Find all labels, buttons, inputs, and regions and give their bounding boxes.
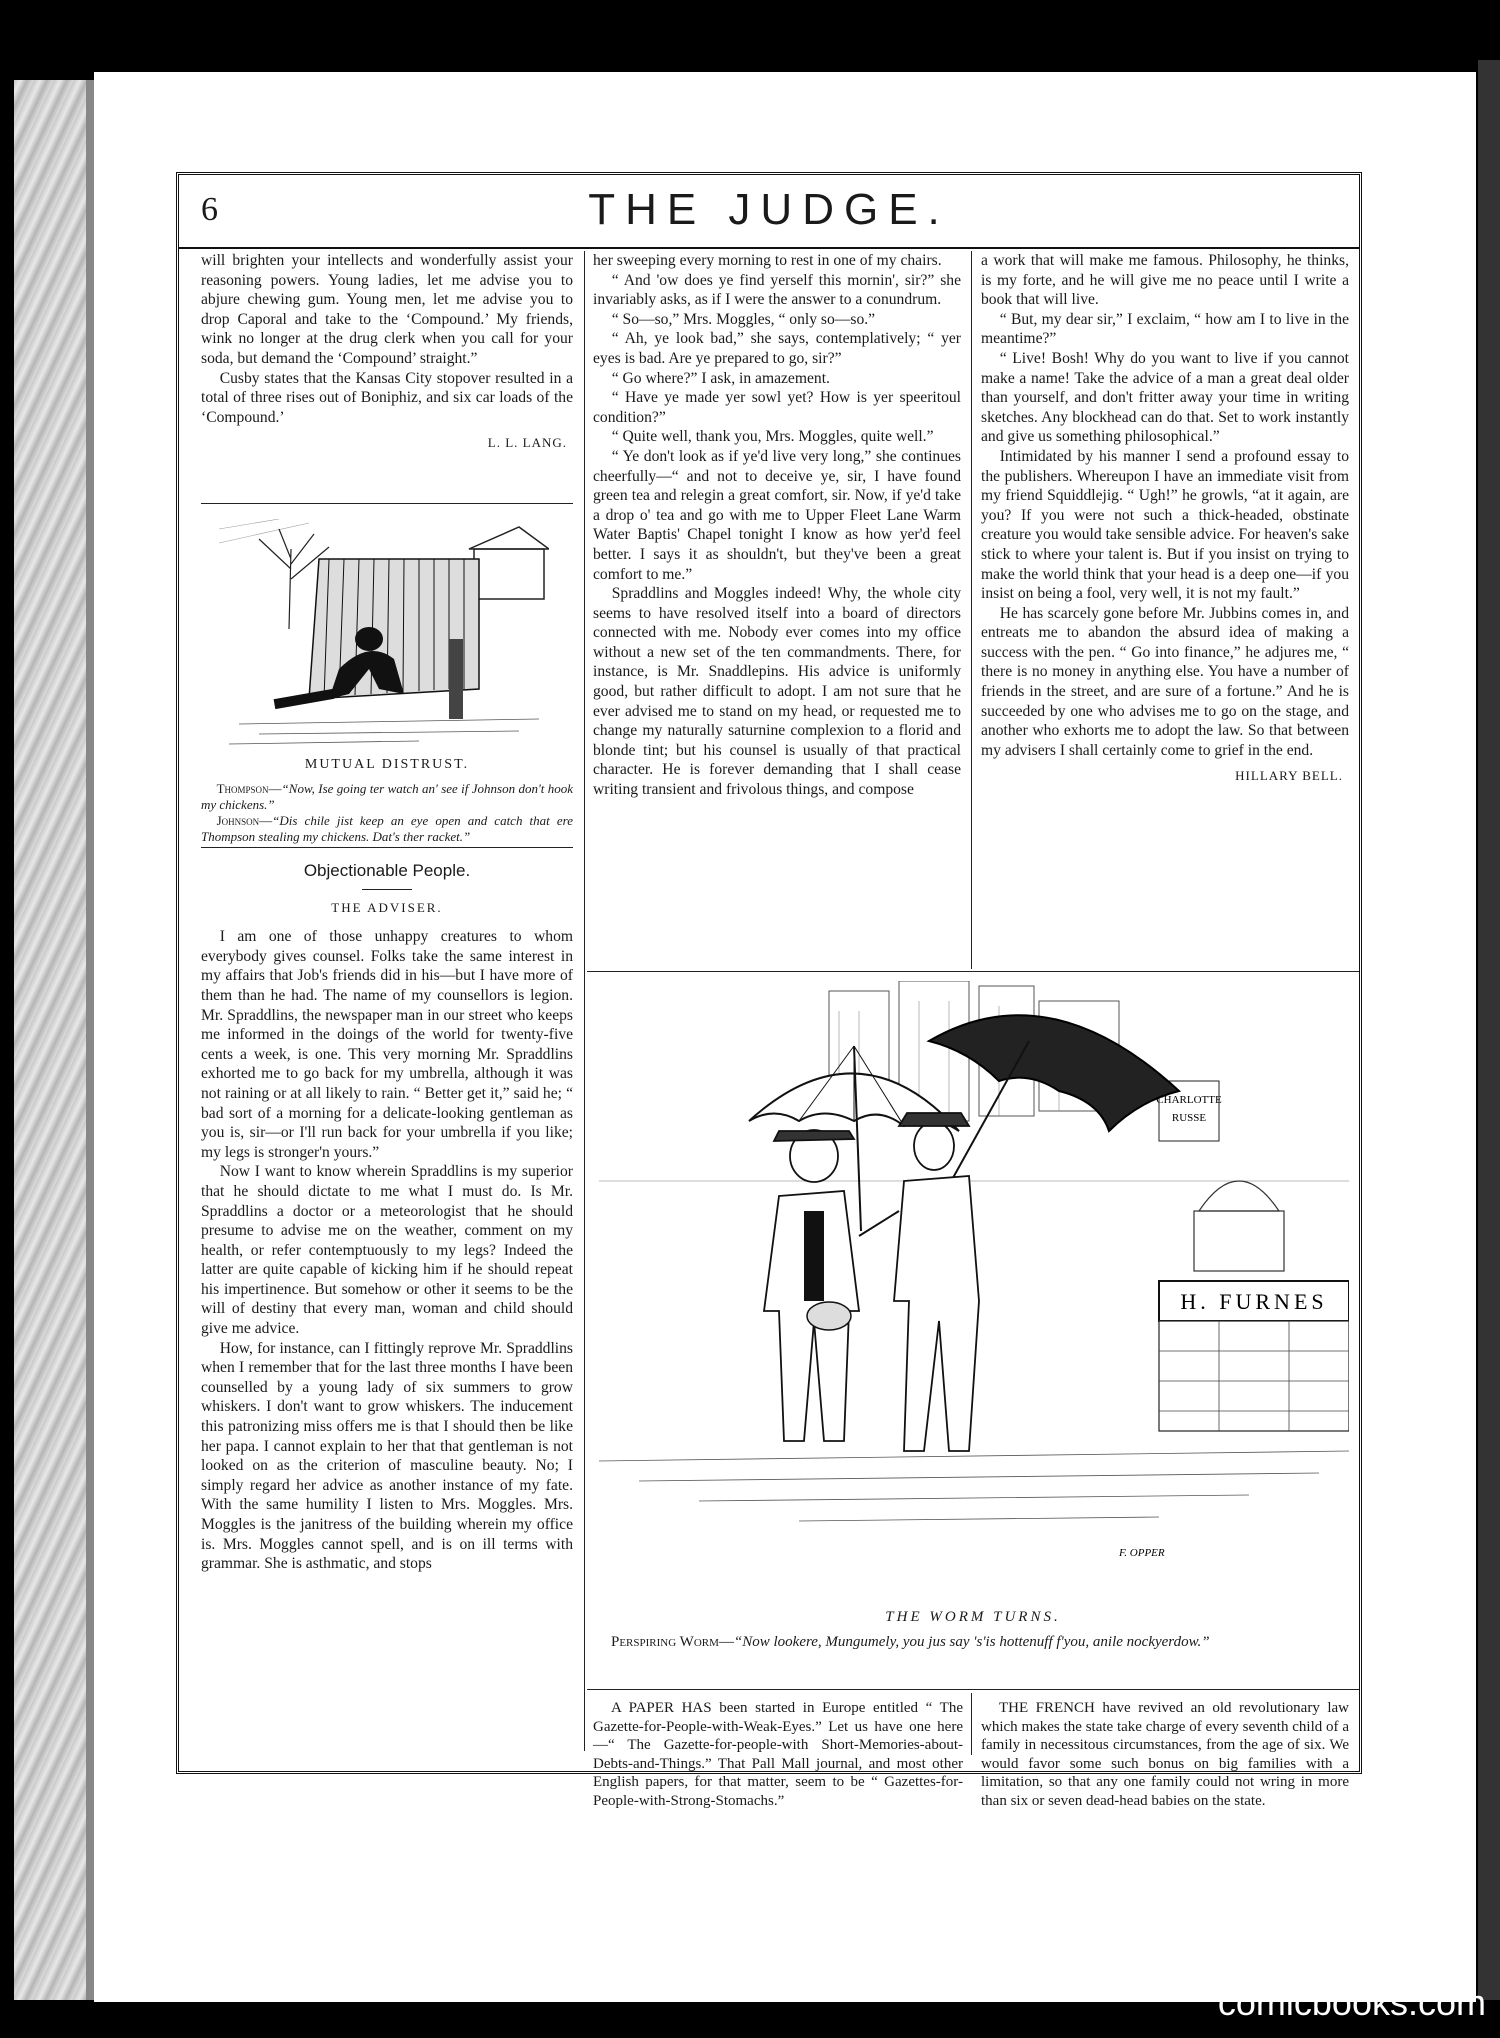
dialogue-thompson: Thompson—“Now, Ise going ter watch an' see if Johnson don't hook my chickens.”: [201, 781, 573, 812]
sign-charlotte: CHARLOTTE: [1156, 1094, 1222, 1106]
bottom-right-item: [981, 1699, 1349, 1811]
page-number: 6: [201, 191, 218, 228]
speaker-thompson: Thompson: [216, 781, 269, 796]
thompson-line: “Now, Ise going ter watch an' see if Johnson don't hook my chickens.”: [201, 781, 573, 812]
paragraph: her sweeping every morning to rest in one of my chairs.: [593, 252, 942, 269]
article-objectionable-people: [201, 859, 573, 1574]
column-3: [981, 251, 1349, 786]
paragraph: Intimidated by his manner I send a profound essay to the publishers. Whereupon I have an immediate visit from my friend Squiddlejig. “ Ugh!” he growls, “at it again, are you? If you were not such a thick-headed, obstinate creature you would take sensible advice. For heaven's sake stick to where your talent is. But if you insist on trying to make the world think that your head is a deep one—if you insist on being a fool, very well, it is not my fault.”: [981, 447, 1349, 603]
article-subtitle: THE ADVISER.: [331, 899, 443, 915]
rule: [201, 503, 573, 504]
sign-russe: RUSSE: [1171, 1112, 1207, 1124]
paragraph: a work that will make me famous. Philosophy, he thinks, is my forte, and he will give me no peace until I write a book that will live.: [981, 252, 1349, 309]
signature: L. L. LANG.: [487, 435, 567, 451]
paragraph: “ Ah, ye look bad,” she says, contemplatively; “ yer eyes is bad. Are ye prepared to go, sir?”: [593, 330, 961, 367]
paragraph: Spraddlins and Moggles indeed! Why, the whole city seems to have resolved itself into a board of directors connected with me. Nobody ever comes into my office without a new set of the ten commandments. There, for instance, is Mr. Snaddlepins. His advice is uniformly good, but rather difficult to adopt. I am not sure that he ever advised me to stand on my head, or requested me to change my naturally saturnine complexion to a florid and blonde tint; but his counsel is usually of that practical character. He is forever demanding that I shall cease writing transient and frivolous things, and compose: [593, 585, 961, 799]
johnson-line: “Dis chile jist keep an eye open and catch that ere Thompson stealing my chickens. Dat's ther racket.”: [201, 813, 573, 844]
column-2: [593, 251, 961, 800]
watermark: comicbooks.com: [1217, 1982, 1486, 2023]
page-header: [179, 175, 1359, 249]
bottom-left-item: [593, 1699, 963, 1811]
paragraph: “ Ye don't look as if ye'd live very long,” she continues cheerfully—“ and not to deceive ye, sir, I have found green tea and relegin a great comfort, sir. Now, if ye'd take a drop o' tea and go with me to Upper Fleet Lane Warm Water Baptis' Chapel tonight I know as how yer'd feel better. I says it as shouldn't, but they've been a great comfort to me.”: [593, 447, 961, 583]
cartoon-mutual-distrust: [219, 519, 549, 749]
paragraph: Now I want to know wherein Spraddlins is my superior that he should dictate to me what I must do. Is Mr. Spraddlins a doctor or a meteorologist that he should presume to advise me on the weather, comment on my health, or refer contemptuously to my legs? Indeed the latter are quite capable of kicking him if he should repeat his impertinence. But somehow or other it seems to be the will of destiny that every man, woman and child should give me advice.: [201, 1163, 573, 1338]
cartoon-illustration: [219, 519, 549, 749]
paragraph: “ And 'ow does ye find yerself this mornin', sir?” she invariably asks, as if I were the answer to a conundrum.: [593, 271, 961, 309]
paragraph: [593, 1699, 963, 1811]
cartoon1-dialogue: [201, 781, 573, 845]
worm-speech: “Now lookere, Mungumely, you jus say 's'is hottenuff f'you, anile nockyerdow.”: [733, 1634, 1210, 1650]
lead-words: THE FRENCH: [999, 1700, 1095, 1716]
column-rule-3: [971, 1693, 972, 1755]
paragraph: “ Live! Bosh! Why do you want to live if you cannot make a name! Take the advice of a man a great deal older than yourself, and don't fritter away your time in writing sketches. Any blockhead can do that. Set to work instantly and give us something philosophical.”: [981, 349, 1349, 446]
cartoon1-caption: MUTUAL DISTRUST.: [304, 757, 470, 772]
article-title: Objectionable People.: [303, 861, 471, 880]
right-edge-shadow: [1478, 60, 1500, 2000]
paragraph: “ Have ye made yer sowl yet? How is yer speeritoul condition?”: [593, 389, 961, 426]
cartoon-worm-turns: [599, 981, 1349, 1601]
speaker-johnson: Johnson: [216, 813, 260, 828]
paragraph: I am one of those unhappy creatures to whom everybody gives counsel. Folks take the same interest in my affairs that Job's friends did in his—but I have more of them than he had. The name of my counsellors is legion. Mr. Spraddlins, the newspaper man in our street who keeps me informed in the doings of the world for twenty-five cents a week, is one. This very morning Mr. Spraddlins exhorted me to go back for my umbrella, although it was not raining or at all likely to rain. “ Better get it,” said he; “ bad sort of a morning for a delicate-looking gentleman as you is, sir—or I'll run back for your umbrella if you like; my legs is stronger'n yours.”: [201, 928, 573, 1161]
sign-furnes: H. FURNES: [1180, 1289, 1328, 1314]
speech-line: Perspiring Worm—“Now lookere, Mungumely, you jus say 's'is hottenuff f'you, anile nockyerdow.”: [611, 1634, 1210, 1650]
paragraph: “ Quite well, thank you, Mrs. Moggles, quite well.”: [611, 428, 934, 446]
paragraph: “ Go where?” I ask, in amazement.: [611, 369, 830, 387]
paragraph: will brighten your intellects and wonderfully assist your reasoning powers. Young ladies, let me advise you to abjure chewing gum. Young men, let me advise you to drop Caporal and take to the ‘Compound.’ My friends, wink no longer at the drug clerk when you call for your soda, but demand the ‘Compound’ straight.”: [201, 252, 573, 367]
title-rule: [362, 889, 412, 890]
item-text: have revived an old revolutionary law which makes the state take charge of every seventh child of a family in necessitous circumstances, from the age of six. We would favor some such bonus on big families with a limitation, so that any one family could not wring in more than six or seven dead-head babies on the state.: [981, 1700, 1350, 1809]
book-binding: [14, 80, 94, 2000]
page-frame: [176, 172, 1362, 1809]
rule: [201, 847, 573, 848]
paragraph: Cusby states that the Kansas City stopover resulted in a total of three rises out of Boniphiz, and six car loads of the ‘Compound.’: [201, 369, 573, 426]
masthead: THE JUDGE.: [588, 185, 950, 234]
paragraph: He has scarcely gone before Mr. Jubbins comes in, and entreats me to abandon the absurd idea of making a success with the pen. “ Go into finance,” he adjures me, “ there is no money in anything else. You have a number of friends in the street, and are sure of a fortune.” And he is succeeded by one who advises me to go on the stage, and another who exhorts me to adopt the law. So that between my advisers I shall certainly come to grief in the end.: [981, 604, 1349, 759]
cartoon2-caption: THE WORM TURNS.: [885, 1609, 1061, 1625]
paragraph: “ But, my dear sir,” I exclaim, “ how am I to live in the meantime?”: [981, 310, 1349, 348]
lead-words: A PAPER HAS: [611, 1700, 712, 1716]
artist-signature: F. OPPER: [1119, 1547, 1165, 1559]
dialogue-johnson: Johnson—“Dis chile jist keep an eye open and catch that ere Thompson stealing my chickens. Dat's ther racket.”: [201, 813, 573, 844]
item-text: been started in Europe entitled “ The Gazette-for-People-with-Weak-Eyes.” Let us have one here—“ The Gazette-for-people-with Short-Memories-about-Debts-and-Things.” That Pall Mall journal, and most other English papers, for that matter, seem to be “ Gazettes-for-People-with-Strong-Stomachs.”: [593, 1700, 963, 1809]
column-rule-1: [584, 251, 585, 1751]
speaker-worm: Perspiring Worm: [611, 1634, 719, 1650]
cartoon2-dialogue: [593, 1633, 1353, 1651]
paragraph: “ So—so,” Mrs. Moggles, “ only so—so.”: [611, 310, 876, 328]
column-1-top: [201, 251, 573, 453]
paragraph: How, for instance, can I fittingly reprove Mr. Spraddlins when I remember that for the last three months I have been counselled by a young lady of six summers to grow whiskers. I don't want to grow whiskers. The inducement this patronizing miss offers me is that I should then be like her papa. I cannot explain to her that that gentleman is not looked on as the criterion of masculine beauty. No; I simply regard her advice as another instance of my fate. With the same humility I listen to Mrs. Moggles. Mrs. Moggles is the janitress of the building wherein my office is. Mrs. Moggles cannot spell, and is on ill terms with grammar. She is asthmatic, and stops: [201, 1339, 573, 1573]
signature: HILLARY BELL.: [1235, 768, 1343, 784]
rule-above-cartoon: [587, 971, 1359, 972]
paragraph: [981, 1699, 1349, 1811]
cartoon-illustration: [599, 981, 1349, 1601]
rule-below-cartoon: [587, 1689, 1359, 1690]
column-rule-2: [971, 251, 972, 969]
